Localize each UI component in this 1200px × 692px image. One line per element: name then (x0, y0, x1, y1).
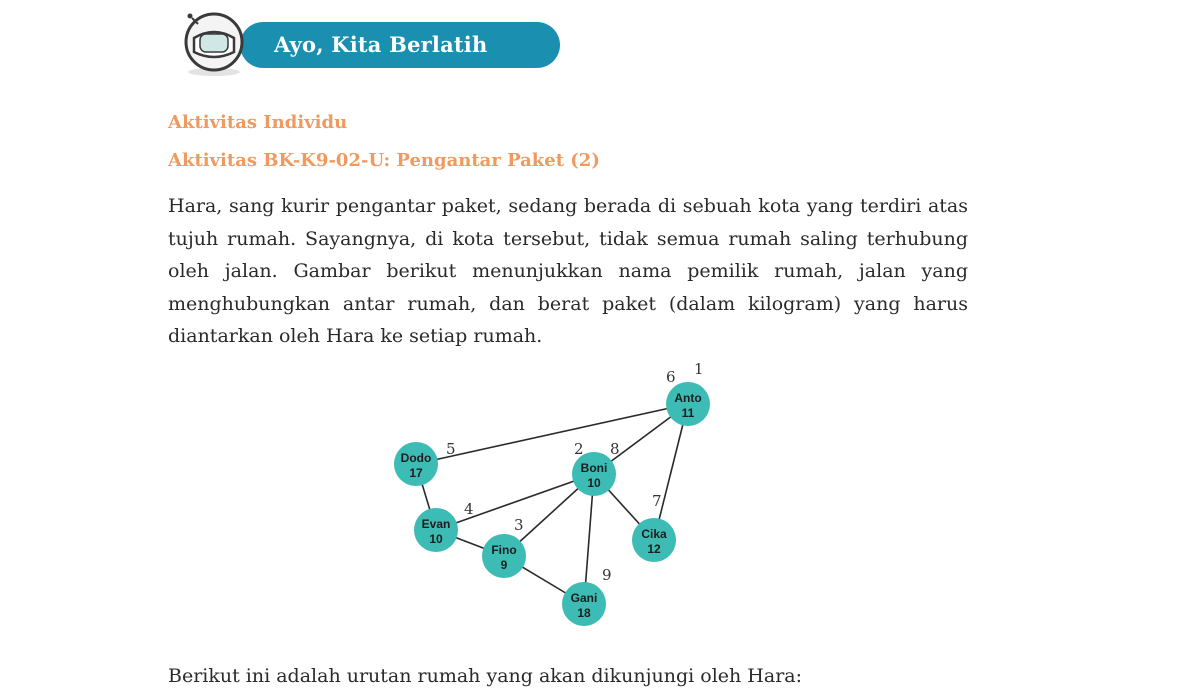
graph-node-cika (632, 492, 676, 562)
node-weight-label: 18 (577, 606, 591, 620)
node-weight-label: 17 (409, 466, 423, 480)
graph-node-fino (482, 516, 526, 578)
node-extra-number-label: 6 (666, 368, 676, 386)
node-name-label: Gani (570, 591, 598, 605)
node-number-label: 5 (446, 440, 456, 458)
problem-paragraph: Hara, sang kurir pengantar paket, sedang berada di sebuah kota yang terdiri atas tujuh rumah. Sayangnya, di kota tersebut, tidak semua rumah saling terhubung oleh jalan. Gambar berikut menunjukkan nama pemilik rumah, jalan yang menghubungkan antar rumah, dan berat paket (dalam kilogram) yang harus diantarkan oleh Hara ke setiap rumah. (168, 195, 968, 347)
house-network-graph (380, 360, 740, 630)
node-name-label: Boni (580, 461, 608, 475)
node-weight-label: 11 (681, 406, 695, 420)
node-extra-number-label: 2 (574, 440, 584, 458)
section-title-banner: Ayo, Kita Berlatih (240, 22, 560, 68)
node-name-label: Fino (491, 543, 517, 557)
graph-node-dodo (394, 440, 456, 486)
graph-node-boni (572, 440, 620, 496)
node-number-label: 8 (610, 440, 620, 458)
node-weight-label: 10 (587, 476, 601, 490)
graph-node-evan (414, 500, 474, 552)
astronaut-helmet-icon (178, 8, 250, 78)
node-weight-label: 10 (429, 532, 443, 546)
graph-node-anto (666, 360, 710, 426)
node-number-label: 4 (464, 500, 474, 518)
node-number-label: 9 (602, 566, 612, 584)
node-name-label: Dodo (400, 451, 432, 465)
next-paragraph-cutoff: Berikut ini adalah urutan rumah yang akan dikunjungi oleh Hara: (168, 665, 803, 687)
node-name-label: Cika (641, 527, 667, 541)
node-name-label: Anto (674, 391, 702, 405)
node-number-label: 1 (694, 360, 704, 378)
node-name-label: Evan (421, 517, 451, 531)
node-number-label: 3 (514, 516, 524, 534)
node-number-label: 7 (652, 492, 662, 510)
activity-type: Aktivitas Individu (168, 112, 348, 133)
node-weight-label: 12 (647, 542, 661, 556)
node-weight-label: 9 (500, 558, 508, 572)
activity-title: Aktivitas BK-K9-02-U: Pengantar Paket (2) (168, 150, 600, 171)
section-header (178, 8, 568, 78)
